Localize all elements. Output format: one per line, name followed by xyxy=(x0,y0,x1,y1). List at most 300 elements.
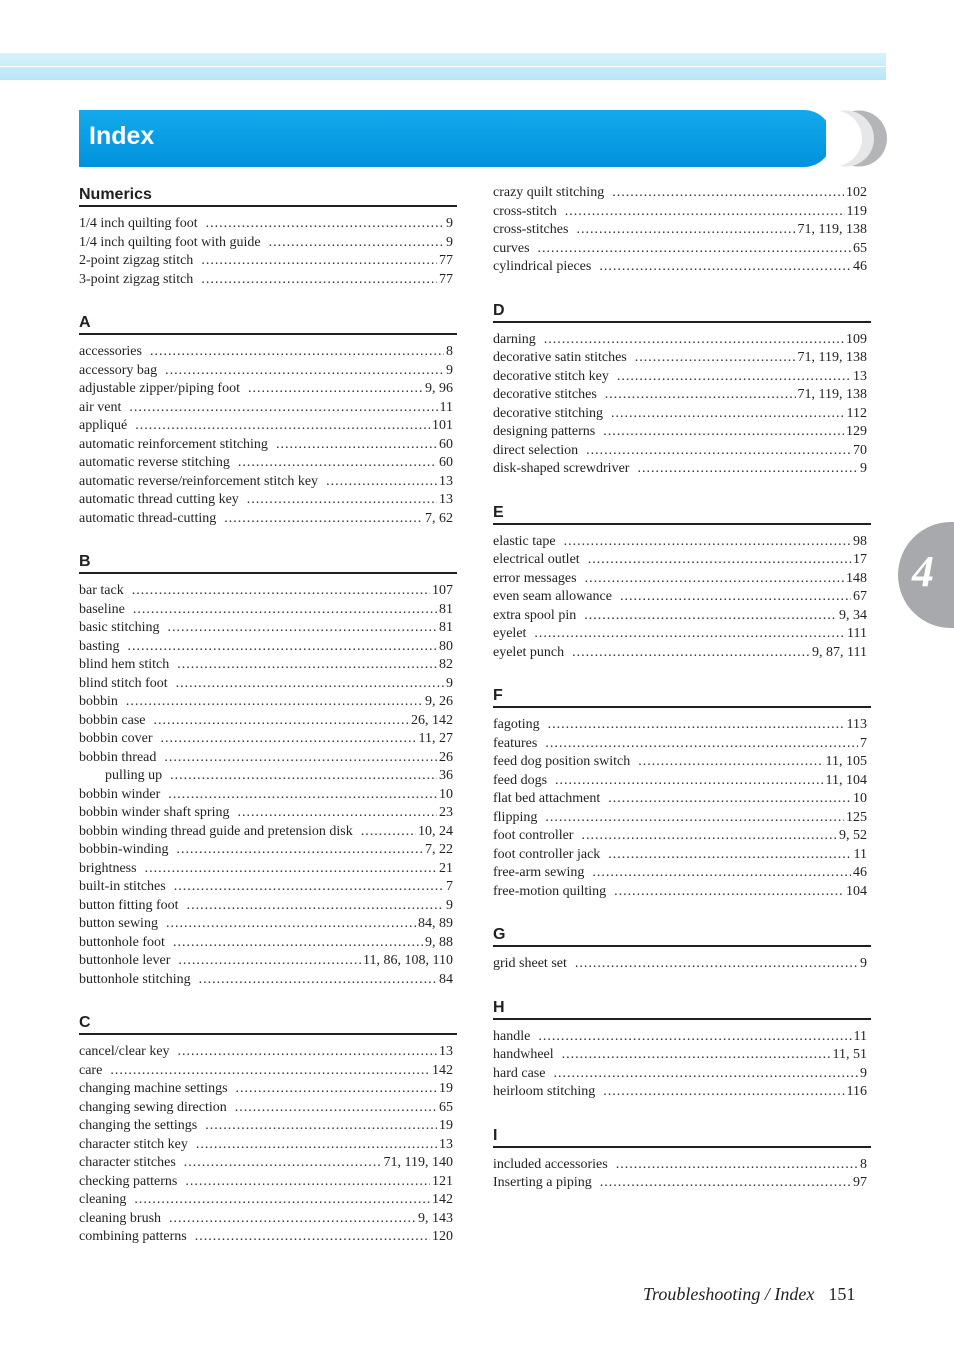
index-entry xyxy=(79,380,457,399)
dot-leader xyxy=(603,423,844,442)
page-footer xyxy=(643,1284,855,1305)
page-reference: 11, 86, 108, 110 xyxy=(363,953,453,968)
dot-leader xyxy=(145,860,437,879)
index-entry xyxy=(493,1046,871,1065)
index-entry xyxy=(79,693,457,712)
index-section xyxy=(493,1125,871,1193)
index-term: free-motion quilting xyxy=(493,883,607,899)
index-column-right xyxy=(493,184,871,1193)
index-term: decorative satin stitches xyxy=(493,350,627,365)
page-reference: 13 xyxy=(439,1044,453,1059)
index-entry xyxy=(493,405,871,424)
page-reference: 104 xyxy=(846,883,867,899)
section-heading: E xyxy=(493,502,871,525)
header-stripe xyxy=(0,53,886,80)
dot-leader xyxy=(608,790,851,809)
index-term: direct selection xyxy=(493,442,579,458)
index-term: blind stitch foot xyxy=(79,675,168,691)
index-entry xyxy=(493,533,871,552)
dot-leader xyxy=(178,952,361,971)
page-reference: 9, 52 xyxy=(839,828,867,843)
section-heading: H xyxy=(493,997,871,1020)
dot-leader xyxy=(617,368,851,387)
page-reference: 116 xyxy=(846,1084,867,1099)
index-section xyxy=(493,300,871,479)
dot-leader xyxy=(538,1028,851,1047)
index-entry xyxy=(79,399,457,418)
section-heading: Numerics xyxy=(79,184,457,207)
dot-leader xyxy=(196,1136,437,1155)
index-entry xyxy=(79,510,457,529)
chapter-number: 4 xyxy=(912,547,934,596)
index-term: designing patterns xyxy=(493,424,596,439)
index-entry xyxy=(79,1099,457,1118)
index-entry xyxy=(79,656,457,675)
page-reference: 65 xyxy=(439,1099,453,1115)
index-term: button fitting foot xyxy=(79,897,179,913)
dot-leader xyxy=(176,675,444,694)
index-term: features xyxy=(493,735,538,751)
index-term: electrical outlet xyxy=(493,552,580,567)
page-reference: 9 xyxy=(446,675,453,691)
index-entry xyxy=(493,423,871,442)
dot-leader xyxy=(581,827,837,846)
dot-leader xyxy=(133,601,437,620)
index-entry xyxy=(493,883,871,902)
page-reference: 129 xyxy=(846,424,867,439)
index-entry xyxy=(493,1174,871,1193)
dot-leader xyxy=(126,693,423,712)
dot-leader xyxy=(599,258,851,277)
dot-leader xyxy=(165,362,444,381)
index-entry xyxy=(493,331,871,350)
page-reference: 13 xyxy=(439,492,453,507)
page-reference: 46 xyxy=(853,259,867,274)
index-entry xyxy=(79,804,457,823)
index-term: decorative stitch key xyxy=(493,368,609,384)
index-entry xyxy=(79,638,457,657)
index-term: brightness xyxy=(79,860,137,876)
dot-leader xyxy=(164,749,437,768)
index-entry xyxy=(79,934,457,953)
section-heading: C xyxy=(79,1012,457,1035)
index-term: cross-stitches xyxy=(493,222,569,237)
index-entry xyxy=(79,1228,457,1247)
page-reference: 11, 104 xyxy=(825,772,867,788)
page-reference: 71, 119, 138 xyxy=(797,222,867,237)
dot-leader xyxy=(361,823,416,842)
index-term: baseline xyxy=(79,601,125,617)
page-reference: 11 xyxy=(853,846,867,862)
index-term: changing the settings xyxy=(79,1118,198,1133)
index-entry xyxy=(79,619,457,638)
index-term: appliqué xyxy=(79,418,128,433)
dot-leader xyxy=(185,1173,430,1192)
index-term: automatic reverse/reinforcement stitch key xyxy=(79,473,319,489)
index-entry xyxy=(493,809,871,828)
index-term: fagoting xyxy=(493,717,540,732)
index-term: handle xyxy=(493,1028,531,1044)
dot-leader xyxy=(176,841,423,860)
index-term: cancel/clear key xyxy=(79,1044,170,1059)
index-entry xyxy=(79,271,457,290)
page-reference: 148 xyxy=(846,570,867,586)
dot-leader xyxy=(236,1080,437,1099)
index-term: feed dogs xyxy=(493,772,548,788)
dot-leader xyxy=(201,271,437,290)
page-reference: 23 xyxy=(439,805,453,820)
page-reference: 7, 62 xyxy=(425,510,453,526)
page-reference: 60 xyxy=(439,436,453,452)
dot-leader xyxy=(545,735,858,754)
index-entry xyxy=(493,221,871,240)
page-reference: 9, 34 xyxy=(839,607,867,623)
section-heading: I xyxy=(493,1125,871,1148)
page-reference: 9, 87, 111 xyxy=(812,644,867,660)
page-reference: 8 xyxy=(446,344,453,359)
index-entry xyxy=(493,864,871,883)
dot-leader xyxy=(635,349,796,368)
index-section xyxy=(493,502,871,663)
index-entry xyxy=(79,362,457,381)
index-term: character stitch key xyxy=(79,1136,188,1152)
page-reference: 21 xyxy=(439,860,453,876)
dot-leader xyxy=(248,380,423,399)
index-entry xyxy=(493,203,871,222)
page-reference: 82 xyxy=(439,657,453,672)
index-term: cleaning brush xyxy=(79,1210,162,1226)
page-reference: 71, 119, 138 xyxy=(797,387,867,402)
dot-leader xyxy=(572,644,810,663)
index-entry xyxy=(493,551,871,570)
index-term: bobbin winder shaft spring xyxy=(79,805,230,820)
dot-leader xyxy=(605,386,796,405)
index-term: changing machine settings xyxy=(79,1081,228,1096)
index-entry xyxy=(493,716,871,735)
dot-leader xyxy=(238,454,437,473)
index-term: extra spool pin xyxy=(493,607,577,623)
index-term: darning xyxy=(493,331,536,347)
index-term: adjustable zipper/piping foot xyxy=(79,381,240,396)
page-reference: 36 xyxy=(439,768,453,783)
dot-leader xyxy=(562,1046,831,1065)
dot-leader xyxy=(538,240,851,259)
dot-leader xyxy=(184,1154,382,1173)
index-section xyxy=(493,685,871,901)
page-reference: 11 xyxy=(439,399,453,415)
index-term: grid sheet set xyxy=(493,956,567,971)
index-entry xyxy=(493,588,871,607)
dot-leader xyxy=(195,1228,430,1247)
page-reference: 19 xyxy=(439,1081,453,1096)
index-entry xyxy=(493,827,871,846)
index-entry xyxy=(493,735,871,754)
page-reference: 98 xyxy=(853,533,867,549)
dot-leader xyxy=(153,712,409,731)
page-reference: 11, 27 xyxy=(418,731,453,746)
dot-leader xyxy=(129,399,437,418)
index-term: foot controller jack xyxy=(493,846,601,862)
index-term: flipping xyxy=(493,809,538,825)
page-reference: 71, 119, 138 xyxy=(797,350,867,365)
index-entry xyxy=(79,952,457,971)
page-number: 151 xyxy=(828,1284,856,1304)
index-column-left xyxy=(79,184,457,1247)
index-term: handwheel xyxy=(493,1047,554,1062)
page-reference: 7, 22 xyxy=(425,842,453,857)
page-reference: 7 xyxy=(446,879,453,894)
index-term: accessories xyxy=(79,344,142,359)
page-reference: 84, 89 xyxy=(418,916,453,931)
index-term: bobbin case xyxy=(79,712,146,728)
page-reference: 9 xyxy=(860,461,867,476)
page-reference: 111 xyxy=(847,626,867,641)
page-reference: 10 xyxy=(853,791,867,806)
dot-leader xyxy=(134,1191,430,1210)
page-reference: 142 xyxy=(432,1192,453,1207)
dot-leader xyxy=(611,405,844,424)
index-term: accessory bag xyxy=(79,362,158,378)
index-entry xyxy=(493,644,871,663)
page-reference: 11, 105 xyxy=(825,754,867,769)
index-term: pulling up xyxy=(105,768,163,783)
page-reference: 102 xyxy=(846,185,867,200)
page-reference: 26 xyxy=(439,749,453,765)
index-term: disk-shaped screwdriver xyxy=(493,461,630,476)
index-entry xyxy=(493,386,871,405)
index-term: heirloom stitching xyxy=(493,1084,596,1099)
page-reference: 70 xyxy=(853,442,867,458)
index-term: eyelet xyxy=(493,626,527,641)
index-banner xyxy=(79,110,832,167)
index-term: checking patterns xyxy=(79,1173,178,1189)
index-entry xyxy=(79,1136,457,1155)
dot-leader xyxy=(237,804,437,823)
dot-leader xyxy=(586,442,851,461)
page-reference: 8 xyxy=(860,1156,867,1172)
page-reference: 97 xyxy=(853,1175,867,1190)
dot-leader xyxy=(585,570,844,589)
page-reference: 17 xyxy=(853,552,867,567)
dot-leader xyxy=(603,1083,844,1102)
dot-leader xyxy=(614,883,844,902)
dot-leader xyxy=(584,607,837,626)
index-entry xyxy=(493,753,871,772)
page-reference: 101 xyxy=(432,418,453,433)
dot-leader xyxy=(608,846,851,865)
index-term: bobbin xyxy=(79,694,118,709)
index-entry xyxy=(493,240,871,259)
index-entry xyxy=(79,749,457,768)
page-reference: 9 xyxy=(860,1065,867,1081)
page-reference: 107 xyxy=(432,583,453,598)
index-entry xyxy=(79,582,457,601)
index-term: hard case xyxy=(493,1065,546,1081)
dot-leader xyxy=(174,878,444,897)
dot-leader xyxy=(135,417,430,436)
index-entry xyxy=(79,915,457,934)
dot-leader xyxy=(170,767,437,786)
page-reference: 9 xyxy=(446,362,453,378)
index-entry xyxy=(79,1117,457,1136)
dot-leader xyxy=(638,753,823,772)
page-reference: 81 xyxy=(439,620,453,635)
section-heading: G xyxy=(493,924,871,947)
index-term: included accessories xyxy=(493,1156,608,1172)
index-term: blind hem stitch xyxy=(79,657,170,672)
index-entry xyxy=(79,436,457,455)
index-term: bobbin winder xyxy=(79,786,161,802)
index-term: foot controller xyxy=(493,828,574,843)
dot-leader xyxy=(545,809,844,828)
index-entry xyxy=(79,823,457,842)
page-reference: 109 xyxy=(846,331,867,347)
page-reference: 84 xyxy=(439,971,453,987)
dot-leader xyxy=(132,582,430,601)
section-heading: F xyxy=(493,685,871,708)
index-entry xyxy=(79,1154,457,1173)
index-entry xyxy=(79,215,457,234)
dot-leader xyxy=(150,343,444,362)
header-stripe-line xyxy=(0,66,886,67)
index-term: bar tack xyxy=(79,583,124,598)
dot-leader xyxy=(177,656,437,675)
index-entry xyxy=(493,349,871,368)
section-heading: A xyxy=(79,312,457,335)
index-term: 3-point zigzag stitch xyxy=(79,271,194,287)
index-term: cleaning xyxy=(79,1192,127,1207)
page-reference: 67 xyxy=(853,589,867,604)
dot-leader xyxy=(616,1156,858,1175)
index-entry xyxy=(493,1156,871,1175)
index-term: crazy quilt stitching xyxy=(493,185,605,200)
footer-title: Troubleshooting / Index xyxy=(643,1284,815,1304)
page-reference: 125 xyxy=(846,809,867,825)
index-term: flat bed attachment xyxy=(493,791,601,806)
page-reference: 119 xyxy=(846,203,867,219)
index-entry xyxy=(493,460,871,479)
index-entry xyxy=(493,442,871,461)
page-reference: 142 xyxy=(432,1062,453,1078)
index-entry xyxy=(79,897,457,916)
dot-leader xyxy=(201,252,437,271)
page-reference: 80 xyxy=(439,638,453,654)
page-reference: 81 xyxy=(439,601,453,617)
index-entry xyxy=(493,607,871,626)
index-term: buttonhole foot xyxy=(79,934,165,950)
page-reference: 13 xyxy=(853,368,867,384)
index-entry xyxy=(79,343,457,362)
index-entry xyxy=(79,473,457,492)
dot-leader xyxy=(588,551,851,570)
index-section xyxy=(79,551,457,989)
dot-leader xyxy=(110,1062,430,1081)
index-term: cylindrical pieces xyxy=(493,259,592,274)
dot-leader xyxy=(269,234,444,253)
index-term: automatic thread cutting key xyxy=(79,492,239,507)
index-term: even seam allowance xyxy=(493,589,612,604)
index-entry xyxy=(493,570,871,589)
index-term: buttonhole lever xyxy=(79,953,171,968)
page-reference: 46 xyxy=(853,865,867,880)
index-entry xyxy=(79,491,457,510)
index-entry xyxy=(493,184,871,203)
page-reference: 9, 26 xyxy=(425,694,453,709)
dot-leader xyxy=(576,221,795,240)
index-entry xyxy=(79,675,457,694)
index-entry xyxy=(493,790,871,809)
dot-leader xyxy=(127,638,437,657)
page-reference: 120 xyxy=(432,1229,453,1244)
page-reference: 26, 142 xyxy=(411,712,453,728)
index-entry xyxy=(493,955,871,974)
page-reference: 112 xyxy=(846,405,867,421)
index-term: basting xyxy=(79,638,120,654)
page-reference: 77 xyxy=(439,271,453,287)
index-term: automatic thread-cutting xyxy=(79,510,217,526)
index-entry xyxy=(493,258,871,277)
page-reference: 9 xyxy=(860,956,867,971)
index-term: decorative stitches xyxy=(493,387,597,402)
banner-ring-decoration xyxy=(826,110,888,167)
index-entry xyxy=(79,841,457,860)
index-entry xyxy=(79,1191,457,1210)
index-term: 2-point zigzag stitch xyxy=(79,253,194,268)
index-term: eyelet punch xyxy=(493,644,565,660)
index-section xyxy=(493,997,871,1102)
index-entry xyxy=(493,1065,871,1084)
chapter-tab xyxy=(898,522,954,628)
index-term: air vent xyxy=(79,399,122,415)
dot-leader xyxy=(235,1099,437,1118)
page-reference: 13 xyxy=(439,1136,453,1152)
index-entry xyxy=(79,1173,457,1192)
index-entry xyxy=(79,417,457,436)
index-entry xyxy=(493,368,871,387)
section-heading: B xyxy=(79,551,457,574)
page-reference: 113 xyxy=(846,717,867,732)
dot-leader xyxy=(247,491,437,510)
index-term: buttonhole stitching xyxy=(79,971,191,987)
index-section xyxy=(493,924,871,974)
index-entry xyxy=(79,1043,457,1062)
index-entry xyxy=(493,1083,871,1102)
index-entry xyxy=(493,772,871,791)
index-term: decorative stitching xyxy=(493,405,604,421)
index-term: bobbin thread xyxy=(79,749,157,765)
dot-leader xyxy=(565,203,845,222)
index-entry xyxy=(493,625,871,644)
index-entry xyxy=(79,1210,457,1229)
index-entry xyxy=(79,971,457,990)
index-term: changing sewing direction xyxy=(79,1099,227,1115)
index-term: 1/4 inch quilting foot with guide xyxy=(79,234,261,250)
page-reference: 10 xyxy=(439,786,453,802)
index-term: bobbin winding thread guide and pretension disk xyxy=(79,823,353,839)
index-term: button sewing xyxy=(79,916,158,931)
page-reference: 77 xyxy=(439,253,453,268)
index-entry xyxy=(79,767,457,786)
dot-leader xyxy=(326,473,437,492)
page-reference: 9 xyxy=(446,234,453,250)
page-title: Index xyxy=(89,122,155,150)
page-reference: 9, 96 xyxy=(425,381,453,396)
page-reference: 11, 51 xyxy=(832,1047,867,1062)
index-term: Inserting a piping xyxy=(493,1175,592,1190)
dot-leader xyxy=(276,436,437,455)
page-reference: 19 xyxy=(439,1118,453,1133)
index-term: automatic reinforcement stitching xyxy=(79,436,268,452)
